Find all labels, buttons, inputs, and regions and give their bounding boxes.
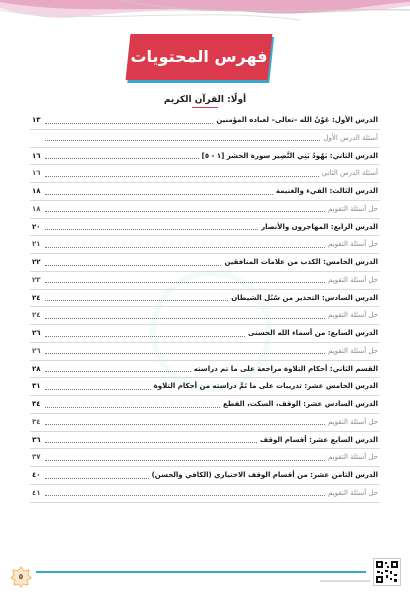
toc-list (30, 112, 380, 503)
section-heading-text: أولًا: القرآن الكريم (163, 95, 247, 105)
toc-leader-dots (45, 418, 325, 425)
toc-entry-title: الدرس الثالث: الفيء والغنيمة (275, 187, 378, 195)
toc-leader-dots (45, 205, 325, 212)
toc-page-number: ٣٦ (32, 435, 41, 444)
toc-entry-title: أسئلة الدرس الثاني (321, 169, 378, 178)
toc-subitem-row (30, 236, 380, 254)
toc-page-number: ٣٧ (32, 453, 41, 462)
toc-leader-dots (45, 347, 325, 354)
toc-leader-dots (45, 259, 221, 266)
toc-leader-dots (45, 152, 199, 159)
toc-lesson-row (30, 396, 380, 414)
footer-wave-decoration (320, 578, 370, 584)
toc-page-number: ٢٦ (32, 346, 41, 355)
page-number: ٥ (18, 572, 24, 581)
toc-leader-dots (45, 436, 257, 443)
toc-leader-dots (45, 472, 149, 479)
toc-page-number: ٣٤ (32, 417, 41, 426)
toc-entry-title: الدرس السادس: التحذير من سُبُل الشيطان (231, 293, 378, 302)
footer-line (36, 571, 366, 573)
toc-subitem-row (30, 485, 380, 503)
toc-entry-title: حل أسئلة التقويم (327, 275, 378, 284)
toc-leader-dots (45, 294, 228, 301)
toc-entry-title: حل أسئلة التقويم (327, 240, 378, 249)
toc-entry-title: الدرس الخامس عشر: تدريبات على ما تَمَّ دراسته من أحكام التلاوة (153, 382, 378, 391)
toc-page-number: ٢٤ (32, 311, 41, 320)
toc-entry-title: الدرس السابع عشر: أقسام الوقف (260, 435, 378, 444)
toc-lesson-row (30, 325, 380, 343)
toc-lesson-row (30, 254, 380, 272)
toc-page-number: ٢٦ (32, 329, 41, 337)
toc-leader-dots (45, 223, 258, 230)
toc-entry-title: القسم الثاني: أحكام التلاوة مراجعة على ما تم دراسته (193, 364, 378, 373)
toc-entry-title: الدرس الأول: عَوْنُ الله –تعالى– لعباده المؤمنين (216, 116, 378, 124)
toc-subitem-row (30, 201, 380, 219)
toc-page-number: ٢٤ (32, 293, 41, 302)
toc-entry-title: حل أسئلة التقويم (327, 204, 378, 213)
toc-subitem-row (30, 165, 380, 183)
toc-leader-dots (45, 330, 245, 337)
toc-page-number: ١٣ (32, 116, 41, 124)
toc-entry-title: حل أسئلة التقويم (327, 417, 378, 426)
page-title: فهرس المحتويات (130, 47, 268, 66)
toc-entry-title: أسئلة الدرس الأول (323, 133, 378, 142)
toc-leader-dots (45, 489, 325, 496)
toc-subitem-row (30, 449, 380, 467)
toc-page-number: ٤١ (32, 488, 41, 497)
section-heading (0, 95, 410, 108)
toc-entry-title: الدرس السادس عشر: الوقف، السكت، القطع (223, 400, 378, 408)
toc-leader-dots (45, 312, 325, 319)
toc-leader-dots (45, 365, 191, 372)
toc-leader-dots (45, 383, 151, 390)
toc-leader-dots (45, 454, 325, 461)
toc-page-number: ١٦ (32, 169, 41, 178)
toc-page-number: ١٨ (32, 204, 41, 213)
toc-entry-title: الدرس الثاني: يَهُودُ بَنِي النَّضِير سورة الحشر [١ - ٥] (201, 151, 378, 160)
toc-lesson-row (30, 219, 380, 237)
toc-lesson-row (30, 183, 380, 201)
toc-page-number: ٣١ (32, 382, 41, 391)
toc-leader-dots (45, 170, 319, 177)
toc-entry-title: الدرس الرابع: المهاجرون والأنصار (261, 222, 378, 231)
toc-page-number: ٢٨ (32, 364, 41, 373)
toc-subitem-row (30, 307, 380, 325)
toc-page-number: ٢٣ (32, 275, 41, 284)
toc-page-number: ١٨ (32, 187, 41, 195)
toc-entry-title: الدرس الثامن عشر: من أقسام الوقف الاختياري (الكافي والحسن) (151, 471, 378, 479)
toc-page-number: ٢١ (32, 240, 41, 249)
toc-entry-title: حل أسئلة التقويم (327, 453, 378, 462)
toc-entry-title: الدرس السابع: من أسماء الله الحسنى (247, 329, 378, 337)
toc-entry-title: حل أسئلة التقويم (327, 311, 378, 320)
toc-subitem-row (30, 343, 380, 361)
toc-leader-dots (45, 241, 325, 248)
toc-lesson-row (30, 432, 380, 450)
title-banner (128, 34, 270, 80)
toc-page-number: ٢٢ (32, 258, 41, 266)
toc-leader-dots (45, 188, 273, 195)
toc-lesson-row (30, 290, 380, 308)
toc-entry-title: حل أسئلة التقويم (327, 488, 378, 497)
toc-leader-dots (45, 134, 320, 141)
toc-leader-dots (45, 401, 220, 408)
toc-lesson-row (30, 148, 380, 166)
toc-page-number: ٢٠ (32, 222, 41, 231)
toc-lesson-row (30, 112, 380, 130)
toc-lesson-row (30, 361, 380, 379)
qr-code-icon (373, 558, 401, 586)
toc-page-number: ٤٠ (32, 471, 41, 479)
toc-page-number: ١٦ (32, 151, 41, 160)
toc-subitem-row (30, 414, 380, 432)
toc-subitem-row (30, 272, 380, 290)
toc-lesson-row (30, 467, 380, 485)
toc-subitem-row (30, 130, 380, 148)
toc-entry-title: حل أسئلة التقويم (327, 346, 378, 355)
toc-leader-dots (45, 276, 325, 283)
toc-entry-title: الدرس الخامس: الكذب من علامات المنافقين (224, 258, 378, 266)
toc-leader-dots (45, 117, 213, 124)
toc-lesson-row (30, 378, 380, 396)
toc-page-number: ٣٤ (32, 400, 41, 408)
